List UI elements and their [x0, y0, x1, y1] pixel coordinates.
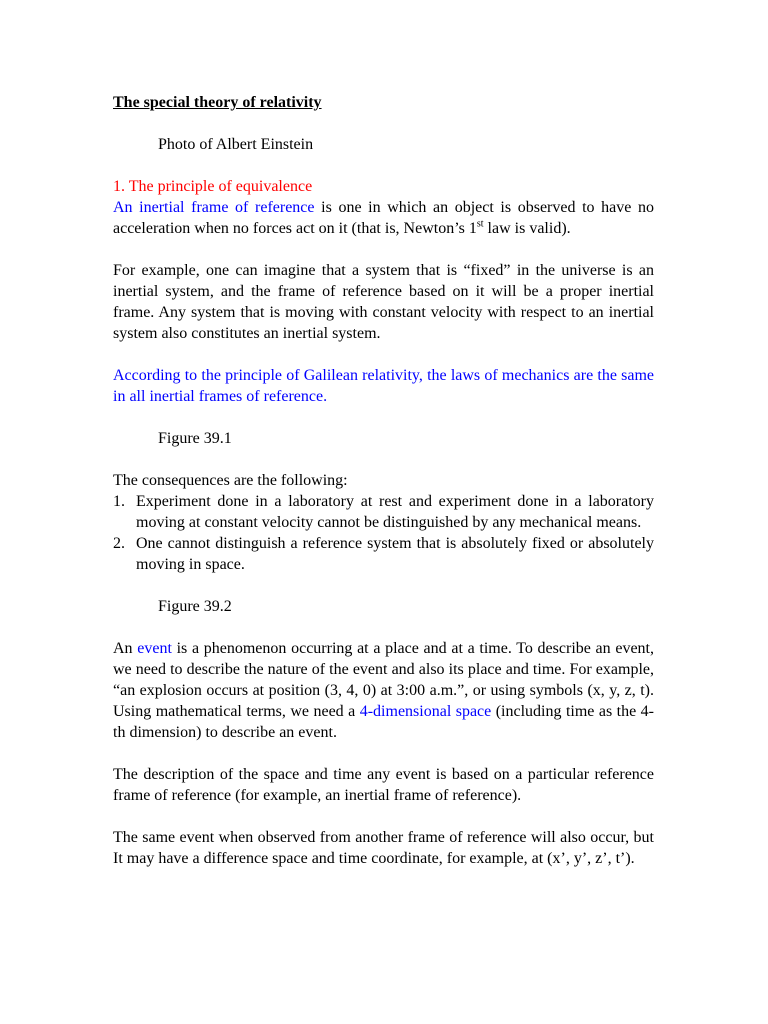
figure-caption: Figure 39.2 — [158, 598, 232, 615]
figure-caption: Figure 39.1 — [158, 430, 232, 447]
term-4d-space: 4-dimensional space — [359, 703, 492, 720]
paragraph-text: (including time as the 4-th dimension) to describe an event. — [113, 703, 655, 741]
list-item — [113, 533, 654, 575]
list-text: Experiment done in a laboratory at rest and experiment done in a laboratory moving at constant velocity cannot be distinguished by any mechanical means. — [136, 493, 654, 531]
paragraph-inertial-frame — [113, 197, 654, 239]
term-event: event — [137, 640, 172, 657]
section-heading: 1. The principle of equivalence — [113, 178, 313, 195]
paragraph-text: is a phenomenon occurring at a place and at a time. To describe an event, we need to describe the nature of the event and also its place and time. For example, “an explosion occurs at position (3, 4, 0) at 3:00 a.m.”, or using symbols (x, y, z, t). Using mathematical terms, we need a — [113, 640, 654, 720]
photo-caption: Photo of Albert Einstein — [158, 136, 314, 153]
list-number: 1. — [113, 493, 125, 510]
document-title: The special theory of relativity — [113, 94, 322, 111]
spacer — [113, 806, 654, 827]
spacer — [113, 155, 654, 176]
paragraph-event — [113, 638, 654, 743]
list-number: 2. — [113, 535, 125, 552]
paragraph-description: The description of the space and time any event is based on a particular reference frame of reference (for example, an inertial frame of reference). — [113, 766, 654, 804]
paragraph-same-event: The same event when observed from another frame of reference will also occur, but It may have a difference space and time coordinate, for example, at (x’, y’, z’, t’). — [113, 829, 654, 867]
superscript: st — [476, 218, 484, 230]
consequences-intro: The consequences are the following: — [113, 472, 348, 489]
term-inertial-frame: An inertial frame of reference — [113, 199, 315, 216]
spacer — [113, 449, 654, 470]
consequences-list — [113, 491, 654, 575]
spacer — [113, 344, 654, 365]
list-text: One cannot distinguish a reference system that is absolutely fixed or absolutely moving in space. — [136, 535, 654, 573]
list-item — [113, 491, 654, 533]
paragraph-text: An — [113, 640, 138, 657]
spacer — [113, 407, 654, 428]
spacer — [113, 239, 654, 260]
spacer — [113, 575, 654, 596]
paragraph-text: is one in which an object is observed to have no acceleration when no forces act on it (that is, Newton’s 1 — [113, 199, 655, 237]
spacer — [113, 743, 654, 764]
document-body — [113, 92, 654, 869]
spacer — [113, 617, 654, 638]
paragraph-text: law is valid). — [483, 220, 571, 237]
paragraph-galilean-relativity: According to the principle of Galilean relativity, the laws of mechanics are the same in all inertial frames of reference. — [113, 367, 654, 405]
paragraph-example: For example, one can imagine that a system that is “fixed” in the universe is an inertial system, and the frame of reference based on it will be a proper inertial frame. Any system that is moving with constant velocity with respect to an inertial system also constitutes an inertial system. — [113, 262, 654, 342]
